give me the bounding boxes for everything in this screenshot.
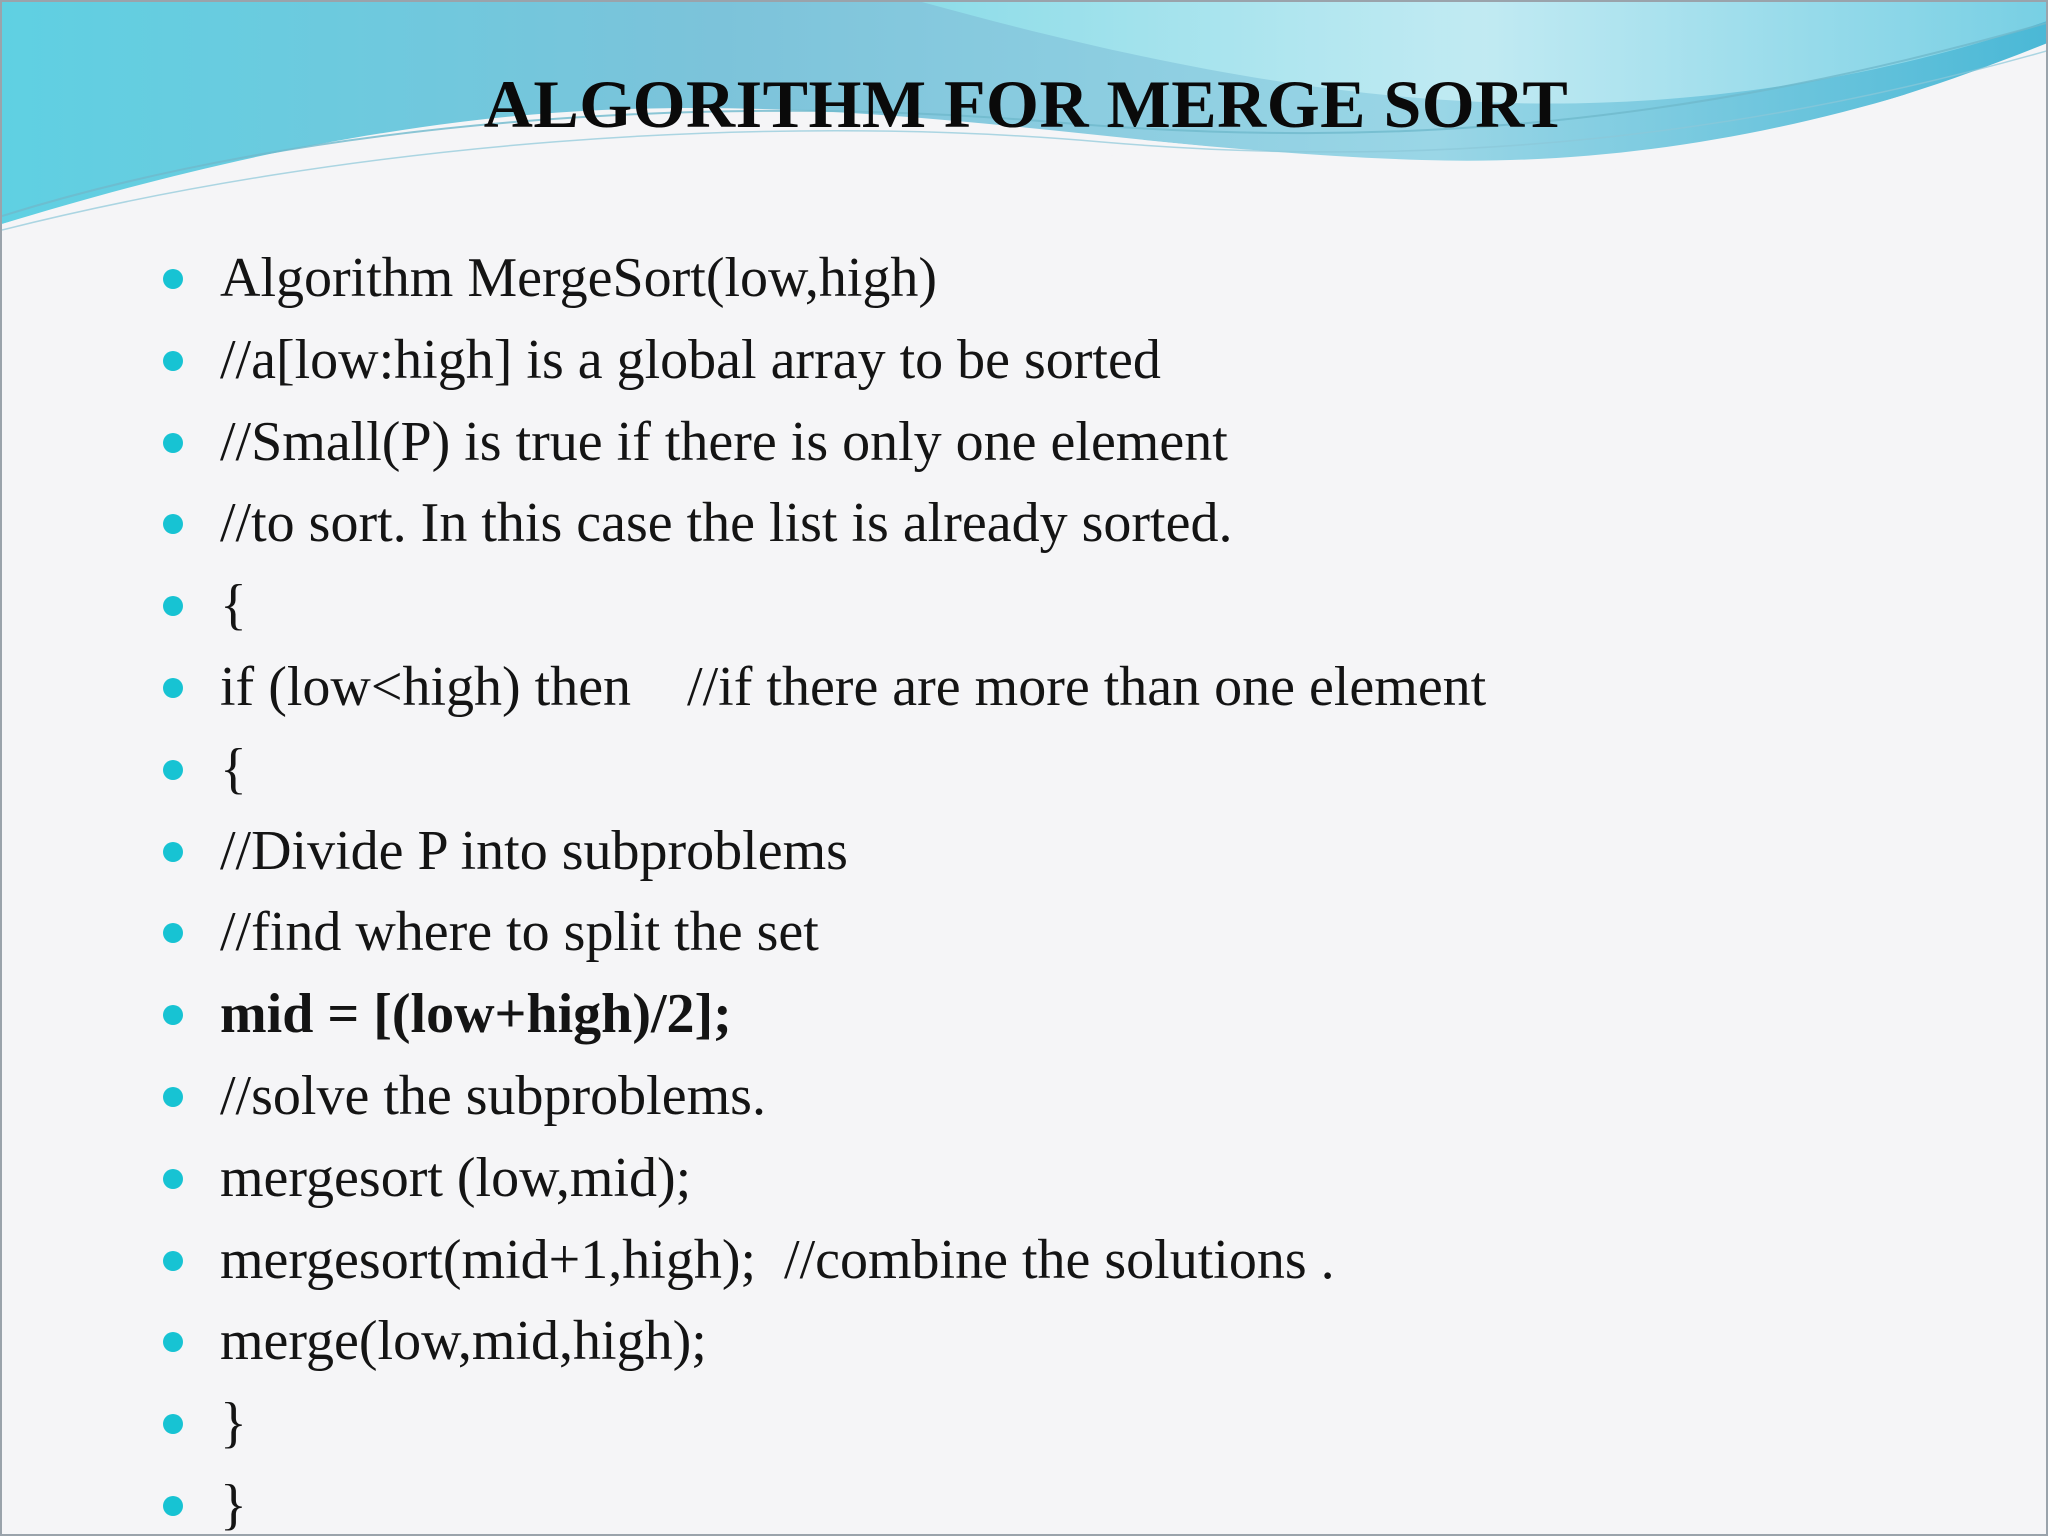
bullet-dot-icon bbox=[163, 1332, 183, 1352]
bullet-item bbox=[2, 483, 1486, 565]
bullet-text: mergesort(mid+1,high); //combine the solutions . bbox=[220, 1228, 1335, 1291]
bullet-text: { bbox=[220, 737, 247, 800]
bullet-dot-icon bbox=[163, 678, 183, 698]
bullet-dot-icon bbox=[163, 760, 183, 780]
bullet-item bbox=[2, 892, 1486, 974]
bullet-dot-icon bbox=[163, 1005, 183, 1025]
bullet-text: } bbox=[220, 1392, 247, 1455]
slide-title: ALGORITHM FOR MERGE SORT bbox=[483, 66, 1569, 142]
bullet-item bbox=[2, 729, 1486, 811]
bullet-dot-icon bbox=[163, 433, 183, 453]
bullet-item bbox=[2, 1301, 1486, 1383]
bullet-text: { bbox=[220, 574, 247, 637]
bullet-item bbox=[2, 238, 1486, 320]
bullet-dot-icon bbox=[163, 1414, 183, 1434]
bullet-dot-icon bbox=[163, 1251, 183, 1271]
bullet-list bbox=[2, 238, 1486, 1536]
bullet-item bbox=[2, 1056, 1486, 1138]
bullet-text: //Small(P) is true if there is only one element bbox=[220, 410, 1228, 473]
bullet-text: mergesort (low,mid); bbox=[220, 1146, 692, 1209]
bullet-dot-icon bbox=[163, 842, 183, 862]
bullet-dot-icon bbox=[163, 596, 183, 616]
bullet-item bbox=[2, 647, 1486, 729]
bullet-text: merge(low,mid,high); bbox=[220, 1310, 707, 1373]
bullet-item bbox=[2, 565, 1486, 647]
bullet-text: //solve the subproblems. bbox=[220, 1064, 766, 1127]
bullet-dot-icon bbox=[163, 514, 183, 534]
bullet-item bbox=[2, 1138, 1486, 1220]
bullet-text: //find where to split the set bbox=[220, 901, 819, 964]
bullet-item bbox=[2, 811, 1486, 893]
bullet-item bbox=[2, 402, 1486, 484]
bullet-text: //a[low:high] is a global array to be sorted bbox=[220, 328, 1161, 391]
bullet-text: mid = [(low+high)/2]; bbox=[220, 983, 732, 1046]
bullet-item bbox=[2, 320, 1486, 402]
bullet-dot-icon bbox=[163, 923, 183, 943]
bullet-text: if (low<high) then //if there are more than one element bbox=[220, 655, 1487, 718]
bullet-dot-icon bbox=[163, 1496, 183, 1516]
bullet-text: //Divide P into subproblems bbox=[220, 819, 848, 882]
bullet-text: Algorithm MergeSort(low,high) bbox=[220, 247, 938, 309]
bullet-item bbox=[2, 1383, 1486, 1465]
bullet-item bbox=[2, 1465, 1486, 1536]
bullet-dot-icon bbox=[163, 269, 183, 289]
bullet-dot-icon bbox=[163, 351, 183, 371]
bullet-dot-icon bbox=[163, 1169, 183, 1189]
bullet-item-mid-formula bbox=[2, 974, 1486, 1056]
bullet-text: } bbox=[220, 1473, 247, 1536]
bullet-dot-icon bbox=[163, 1087, 183, 1107]
bullet-item bbox=[2, 1220, 1486, 1302]
bullet-text: //to sort. In this case the list is already sorted. bbox=[220, 492, 1233, 555]
